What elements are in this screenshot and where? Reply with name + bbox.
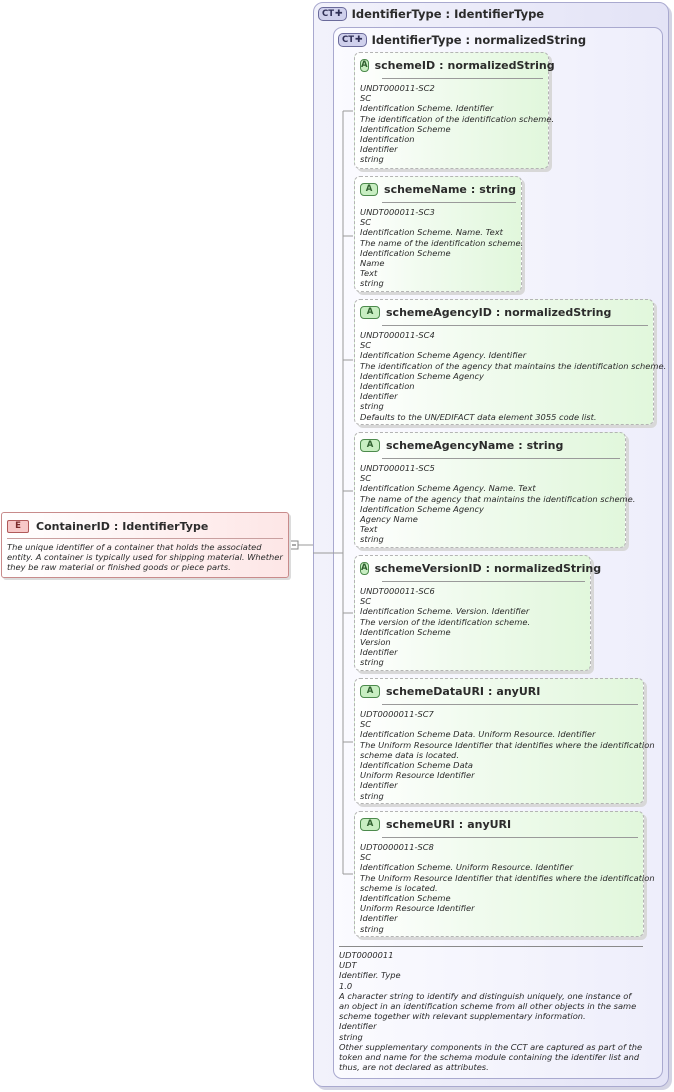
attribute-title: schemeID : normalizedString — [374, 58, 555, 72]
doc-line: Identification Scheme. Name. Text — [360, 227, 503, 238]
attribute-badge-icon: A — [361, 60, 368, 70]
attribute-documentation — [360, 463, 636, 545]
attribute-divider — [382, 581, 585, 582]
doc-line: Identification Scheme Data — [360, 760, 473, 771]
collapse-toggle-icon — [290, 541, 298, 549]
doc-line: SC — [360, 719, 372, 730]
doc-line: Identifier — [360, 647, 398, 658]
attribute-divider — [382, 202, 516, 203]
attribute-box[interactable] — [354, 52, 555, 169]
attribute-title: schemeName : string — [384, 182, 516, 196]
doc-line: UDT — [339, 960, 357, 971]
doc-line: UDT0000011 — [339, 950, 394, 960]
doc-line: Identification Scheme Data. Uniform Resource. Identifier — [360, 729, 596, 740]
doc-line: string — [360, 534, 384, 545]
attribute-title: schemeVersionID : normalizedString — [374, 561, 602, 575]
attribute-documentation — [360, 207, 524, 289]
doc-line: Text — [360, 524, 378, 535]
doc-line: SC — [360, 217, 372, 228]
doc-line: string — [339, 1031, 363, 1042]
element-divider — [7, 538, 283, 539]
attribute-documentation — [360, 586, 585, 668]
doc-line: string — [360, 923, 384, 934]
attribute-box[interactable] — [354, 432, 636, 548]
complex-type-inner-header[interactable] — [338, 33, 586, 47]
element-documentation: The unique identifier of a container that holds the associated entity. A container is typically used for shipping material. Whether they be raw material or finished goods or piece parts. — [7, 542, 283, 573]
doc-line: Identifier — [360, 144, 398, 155]
doc-line: UNDT000011-SC3 — [360, 207, 435, 217]
doc-line: UNDT000011-SC2 — [360, 83, 435, 93]
doc-line: Identifier. Type — [339, 970, 401, 981]
doc-line: UDT0000011-SC8 — [360, 842, 434, 852]
attribute-divider — [382, 458, 620, 459]
doc-line: Agency Name — [360, 514, 418, 525]
doc-line: UNDT000011-SC4 — [360, 330, 435, 340]
attribute-title: schemeAgencyName : string — [386, 438, 564, 452]
doc-line: string — [360, 790, 384, 801]
doc-line: Uniform Resource Identifier — [360, 770, 475, 781]
doc-line: string — [360, 154, 384, 165]
doc-line: Identification Scheme — [360, 247, 451, 258]
attribute-documentation — [360, 83, 555, 165]
attribute-box[interactable] — [354, 678, 655, 804]
doc-line: Identification Scheme Agency — [360, 503, 484, 514]
doc-line: Identification Scheme. Version. Identifier — [360, 606, 530, 617]
complex-type-doc-divider — [339, 946, 643, 947]
attribute-box[interactable] — [354, 299, 667, 425]
attribute-badge-icon: A — [360, 439, 380, 452]
doc-line: Identification Scheme Agency. Name. Text — [360, 483, 536, 494]
attribute-documentation — [360, 842, 655, 934]
doc-line: string — [360, 401, 384, 412]
attribute-box[interactable] — [354, 811, 655, 937]
doc-line: Uniform Resource Identifier — [360, 903, 475, 914]
doc-line: SC — [360, 93, 372, 104]
doc-line: scheme is located. — [360, 882, 438, 893]
doc-line: Identification Scheme — [360, 626, 451, 637]
doc-line: The Uniform Resource Identifier that identifies where the identification — [360, 739, 655, 750]
doc-line: Identifier — [339, 1021, 377, 1032]
doc-line: UNDT000011-SC5 — [360, 463, 435, 473]
doc-line: Identifier — [360, 913, 398, 924]
element-header — [7, 518, 283, 534]
attribute-badge-icon: A — [360, 685, 380, 698]
doc-line: The version of the identification scheme. — [360, 616, 531, 627]
complex-type-outer-title: IdentifierType : IdentifierType — [351, 7, 545, 21]
doc-line: SC — [360, 852, 372, 863]
doc-line: Defaults to the UN/EDIFACT data element 3055 code list. — [360, 411, 597, 422]
doc-line: Identification — [360, 134, 415, 145]
attribute-box[interactable] — [354, 555, 602, 671]
doc-line: 1.0 — [339, 980, 353, 991]
complex-type-outer-header[interactable] — [318, 7, 544, 21]
doc-line: The identification of the agency that maintains the identification scheme. — [360, 360, 667, 371]
doc-line: Identification Scheme Agency — [360, 370, 484, 381]
complex-type-inner-title: IdentifierType : normalizedString — [371, 33, 587, 47]
doc-line: SC — [360, 340, 372, 351]
attribute-divider — [382, 325, 648, 326]
doc-line: Identification Scheme. Uniform Resource. Identifier — [360, 862, 573, 873]
doc-line: scheme data is located. — [360, 749, 459, 760]
complex-type-documentation — [339, 946, 643, 1072]
doc-line: string — [360, 278, 384, 289]
doc-line: UDT0000011-SC7 — [360, 709, 434, 719]
doc-line: Name — [360, 258, 385, 269]
doc-line: Identifier — [360, 391, 398, 402]
doc-line: The Uniform Resource Identifier that identifies where the identification — [360, 872, 655, 883]
attribute-divider — [382, 78, 543, 79]
doc-line: Version — [360, 637, 391, 648]
attribute-documentation — [360, 330, 667, 422]
doc-line: string — [360, 657, 384, 668]
doc-line: Identification Scheme — [360, 123, 451, 134]
element-containerid[interactable] — [1, 512, 289, 578]
attribute-title: schemeURI : anyURI — [386, 817, 512, 831]
doc-line: Identifier — [360, 780, 398, 791]
element-title: ContainerID : IdentifierType — [36, 519, 209, 533]
doc-line: A character string to identify and distinguish uniquely, one instance of an object in an identification scheme from all other objects in the same scheme together with relevant supplementary information. — [339, 990, 637, 1022]
doc-line: The name of the agency that maintains the identification scheme. — [360, 493, 636, 504]
doc-line: SC — [360, 596, 372, 607]
doc-line: Identification Scheme — [360, 893, 451, 904]
attribute-badge-icon: A — [360, 183, 378, 196]
doc-line: The identification of the identification scheme. — [360, 113, 555, 124]
doc-line: UNDT000011-SC6 — [360, 586, 435, 596]
attribute-title: schemeDataURI : anyURI — [386, 684, 541, 698]
doc-line: Other supplementary components in the CCT are captured as part of the token and name for the schema module containing the identifer list and thus, are not declared as attributes. — [339, 1041, 643, 1073]
element-badge-icon: E — [7, 520, 29, 533]
attribute-badge-icon: A — [360, 818, 380, 831]
doc-line: SC — [360, 473, 372, 484]
attribute-documentation — [360, 709, 655, 801]
attribute-badge-icon: A — [360, 306, 380, 319]
attribute-title: schemeAgencyID : normalizedString — [386, 305, 612, 319]
complex-type-doc-lines — [339, 950, 643, 1072]
complex-type-badge-icon: CT ✚ — [338, 33, 367, 47]
attribute-divider — [382, 704, 638, 705]
attribute-badge-icon: A — [361, 563, 368, 573]
doc-line: The name of the identification scheme. — [360, 237, 524, 248]
doc-line: Identification Scheme. Identifier — [360, 103, 494, 114]
attribute-box[interactable] — [354, 176, 522, 292]
doc-line: Identification — [360, 381, 415, 392]
doc-line: Text — [360, 268, 378, 279]
complex-type-badge-icon: CT ✚ — [318, 7, 347, 21]
attribute-divider — [382, 837, 638, 838]
doc-line: Identification Scheme Agency. Identifier — [360, 350, 527, 361]
